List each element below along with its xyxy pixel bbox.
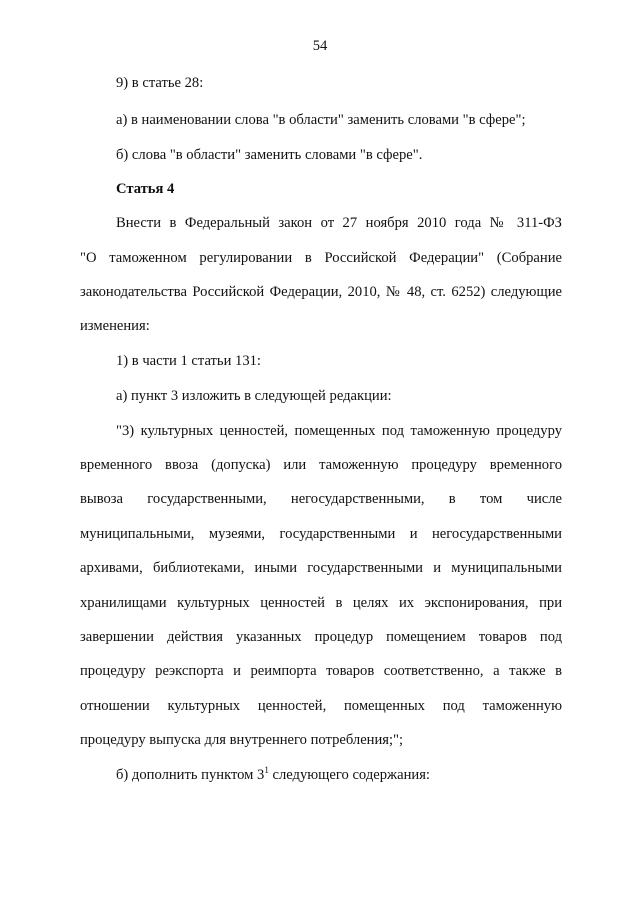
quote-line-4: муниципальными, музеями, государственными и негосударственными	[80, 526, 562, 542]
item-1: 1) в части 1 статьи 131:	[116, 353, 261, 369]
item-1-b-superscript: 1	[264, 765, 269, 775]
quote-line-1: "3) культурных ценностей, помещенных под таможенную процедуру	[116, 423, 562, 439]
item-1-b-suffix: следующего содержания:	[268, 767, 430, 783]
quote-line-10: процедуру выпуска для внутреннего потребления;";	[80, 732, 404, 748]
item-9-title: 9) в статье 28:	[116, 75, 204, 91]
intro-line-1: Внести в Федеральный закон от 27 ноября 2010 года № 311-ФЗ	[116, 215, 562, 231]
item-1-b	[116, 765, 562, 783]
quote-line-5: архивами, библиотеками, иными государственными и муниципальными	[80, 560, 562, 576]
quote-line-9: отношении культурных ценностей, помещенных под таможенную	[80, 698, 562, 714]
item-9-b: б) слова "в области" заменить словами "в сфере".	[116, 147, 423, 163]
quote-line-7: завершении действия указанных процедур помещением товаров под	[80, 629, 562, 645]
quote-line-3: вывоза государственными, негосударственными, в том числе	[80, 491, 562, 507]
item-9-a: а) в наименовании слова "в области" заменить словами "в сфере";	[116, 112, 526, 128]
item-1-b-prefix: б) дополнить пунктом 3	[116, 767, 265, 783]
intro-line-4: изменения:	[80, 318, 150, 334]
quote-line-2: временного ввоза (допуска) или таможенную процедуру временного	[80, 457, 562, 473]
article-heading: Статья 4	[116, 181, 175, 197]
quote-line-8: процедуру реэкспорта и реимпорта товаров соответственно, а также в	[80, 663, 562, 679]
quote-line-6: хранилищами культурных ценностей в целях их экспонирования, при	[80, 595, 562, 611]
intro-line-2: "О таможенном регулировании в Российской Федерации" (Собрание	[80, 250, 562, 266]
item-1-a: а) пункт 3 изложить в следующей редакции:	[116, 388, 392, 404]
page-number: 54	[312, 38, 328, 54]
intro-line-3: законодательства Российской Федерации, 2010, № 48, ст. 6252) следующие	[80, 284, 562, 300]
